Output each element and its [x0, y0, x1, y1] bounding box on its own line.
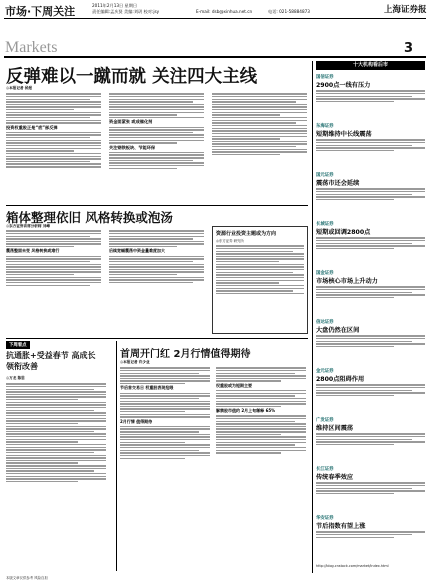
institution-view: 震荡市还会延续: [316, 180, 360, 187]
sidebar-item: [316, 466, 425, 515]
institution-view: 短期或回调2800点: [316, 229, 371, 236]
feature-column-2: [216, 366, 306, 455]
institution-view: 节后指数有望上涨: [316, 523, 366, 530]
masthead: [0, 0, 429, 58]
paper-logo: 上海证券报: [384, 5, 427, 15]
lead-subhead: 投资权重股正是“底”部反弹: [6, 124, 58, 130]
lead-column-1: [6, 92, 101, 169]
sidebar-divider: [312, 61, 313, 573]
phone-line: 电话: 021-58884873: [268, 9, 310, 14]
lead-column-3: [212, 92, 307, 157]
sidebox-byline: ◎东方证券 研究所: [216, 239, 244, 243]
sidebar-item: [316, 417, 425, 466]
institution-name: 长城证券: [316, 222, 334, 227]
institution-name: 金元证券: [316, 369, 334, 374]
sidebar-list: [316, 74, 425, 555]
story2-sidebox: [212, 226, 308, 334]
institution-view: 市场核心市场上升动力: [316, 278, 378, 285]
divider: [6, 338, 308, 339]
sidebar-banner: 十大机构看后市: [316, 61, 425, 70]
lead-subhead: 资金面紧张 或成催化剂: [109, 119, 153, 125]
footer-right[interactable]: http://blog.cnstock.com/market/Index.html: [316, 564, 389, 568]
feature-byline: ◎本报记者 许少业: [120, 360, 150, 364]
institution-name: 长江证券: [316, 467, 334, 472]
feature-story: [120, 341, 308, 573]
feature-column-1: [120, 366, 210, 460]
sidebar-item: [316, 74, 425, 123]
section-name-en: Markets: [5, 39, 58, 56]
story2: [6, 208, 308, 336]
feature-subhead: 权重股或为短期主要: [216, 382, 252, 388]
sidebar-item: [316, 270, 425, 319]
sidebar-item: [316, 515, 425, 555]
commentary: [6, 341, 113, 573]
institution-name: 信达证券: [316, 320, 334, 325]
institution-name: 国金证券: [316, 271, 334, 276]
divider: [6, 205, 308, 206]
lead-byline: ◎本报记者 侯煜: [6, 86, 32, 90]
divider-vertical: [116, 341, 117, 571]
edition-line: 责任编辑:孟庆贤 美编:刘玥 校对:jsy: [92, 9, 160, 14]
sidebar-item: [316, 319, 425, 368]
institution-name: 国元证券: [316, 173, 334, 178]
email-line: E-mail: dsb@xinhua.net.cn: [196, 9, 253, 14]
sidebox-body: [216, 244, 304, 295]
story2-column-1: [6, 229, 101, 287]
story2-subhead: 震荡整固未变 风格转换或难行: [6, 248, 60, 254]
feature-headline: 首周开门红 2月行情值得期待: [120, 349, 251, 360]
commentary-label: 下周看点: [6, 341, 30, 349]
story2-headline: 箱体整理依旧 风格转换或泡汤: [6, 210, 173, 225]
institution-name: 国信证券: [316, 75, 334, 80]
masthead-top-rule: [4, 18, 426, 19]
story2-byline: ◎东方证券首席分析师 刘峰: [6, 224, 50, 228]
page-number: 3: [404, 41, 414, 56]
commentary-headline: 抗通胀+受益春节 高成长领衔改善: [6, 351, 96, 371]
sidebar-item: [316, 221, 425, 270]
sidebar-item: [316, 123, 425, 172]
institution-name: 东海证券: [316, 124, 334, 129]
institutions-sidebar: [316, 61, 425, 573]
institution-view: 短期维持中长线震荡: [316, 131, 372, 138]
institution-view: 2800点阻碍作用: [316, 376, 365, 383]
sidebar-item: [316, 368, 425, 417]
lead-story: [6, 61, 308, 203]
section-name-cn: 市场·下周关注: [5, 5, 76, 18]
footer-left: 本版文章仅供参考 风险自担: [6, 576, 48, 580]
commentary-byline: ◎万龙 陈思: [6, 376, 25, 380]
institution-view: 维持区间震荡: [316, 425, 354, 432]
lead-subhead: 关注钢铁板块、节能环保: [109, 144, 156, 150]
date-line: 2011年2月13日 星期日: [92, 3, 138, 8]
institution-view: 传统春季效应: [316, 474, 354, 481]
feature-subhead: 2月行情 值得期待: [120, 418, 153, 424]
sidebox-headline: 资源行业投资主题或为方向: [216, 231, 277, 237]
story2-subhead: 后续宽幅震荡中资金量难度加大: [109, 248, 165, 254]
institution-name: 广发证券: [316, 418, 334, 423]
lead-column-2: [109, 92, 204, 170]
sidebar-item: [316, 172, 425, 221]
institution-name: 华安证券: [316, 516, 334, 521]
story2-column-2: [109, 229, 204, 285]
institution-view: 2900点一线有压力: [316, 82, 371, 89]
commentary-body: [6, 382, 106, 484]
masthead-bottom-rule: [4, 56, 426, 58]
feature-subhead: 解禁股市值约 2月上旬稀释 65%: [216, 408, 276, 414]
lead-headline: 反弹难以一蹴而就 关注四大主线: [6, 67, 258, 87]
institution-view: 大盘仍然在区间: [316, 327, 360, 334]
feature-subhead: 节后首交易日 权重股表现抢眼: [120, 385, 174, 391]
